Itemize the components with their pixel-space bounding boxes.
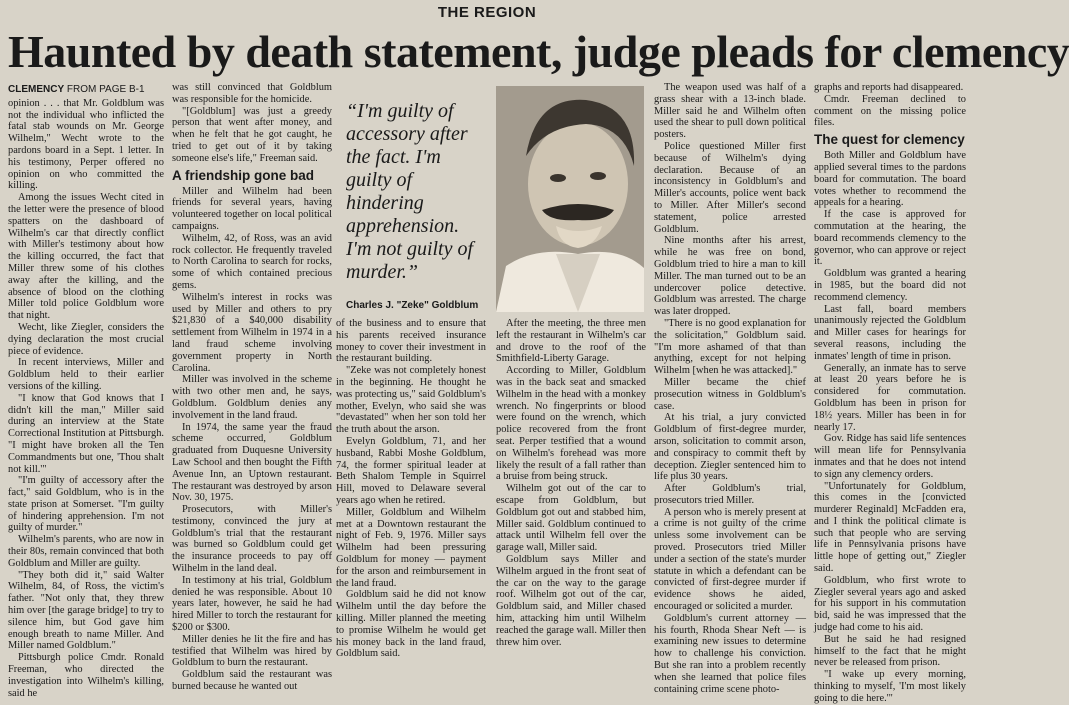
jump-label: CLEMENCY [8,84,65,95]
paragraph: In 1974, the same year the fraud scheme occurred, Goldblum graduated from Duquesne University Law School and then bought the Fifth Avenue Inn, an Uptown restaurant. The restaurant was destroyed by arson Nov. 30, 1975. [172,421,332,504]
headline: Haunted by death statement, judge pleads for clemency [8,26,1069,77]
paragraph: Gov. Ridge has said life sentences will mean life for Pennsylvania inmates and that he does not intend to sign any clemency orders. [814,433,966,480]
subhead-quest: The quest for clemency [814,132,965,148]
column-2-body [172,186,332,693]
paragraph: But he said he had resigned himself to the fact that he might never be released from prison. [814,633,966,669]
paragraph: Among the issues Wecht cited in the letter were the presence of blood spatters on the dashboard of Wilhelm's car that directly conflict with Miller's testimony about how the killing occurred, the fact that Miller threw some of his clothes away after the killing, and the absence of blood on the clothing Miller told police Goldblum wore that night. [8,192,164,322]
column-2-top [172,82,332,165]
paragraph: Police questioned Miller first because of Wilhelm's dying declaration. Because of an inconsistency in Goldblum's and Miller's accounts, police went back to Miller. After Miller's second statement, police arrested Goldblum. [654,140,806,235]
column-3 [336,318,486,660]
paragraph: Wilhelm, 42, of Ross, was an avid rock collector. He frequently traveled to North Carolina to search for rocks, some of which contained precious gems. [172,232,332,291]
column-5-body [654,82,806,695]
paragraph: Prosecutors, with Miller's testimony, convinced the jury at Goldblum's trial that the restaurant was burned so Goldblum could get the insurance proceeds to pay off Wilhelm in the land deal. [172,504,332,575]
pull-quote: “I'm guilty of accessory after the fact. I'm guilty of hindering apprehension. I'm not guilty of murder.” [346,100,474,283]
jump-text: FROM PAGE B-1 [64,84,145,95]
paragraph: Goldblum says Miller and Wilhelm argued in the front seat of the car on the way to the garage roof. Wilhelm got out of the car, Goldblum said, and Miller chased him, attacking him until Wilhelm reached the garage wall. Miller then threw him over. [496,553,647,648]
paragraph: According to Miller, Goldblum was in the back seat and smacked Wilhelm in the head with a monkey wrench. No fingerprints or blood were found on the wrench, which police recovered from the front seat. Perper testified that a wound on Wilhelm's forehead was more likely the result of a fall rather than a bruise from being struck. [496,365,646,483]
paragraph: "There is no good explanation for the solicitation," Goldblum said. "I'm more ashamed of that than anything, except for not helping Wilhelm [when he was attacked]." [654,317,806,377]
column-4 [496,318,647,648]
paragraph: graphs and reports had disappeared. [814,82,964,93]
column-2 [172,82,332,693]
pull-quote-credit: Charles J. "Zeke" Goldblum [346,300,479,311]
paragraph: "Zeke was not completely honest in the beginning. He thought he was protecting us," said Goldblum's mother, Evelyn, who said she was "devastated" when her son told her the truth about the arson. [336,365,486,436]
paragraph: "I'm guilty of accessory after the fact," said Goldblum, who is in the state prison at Somerset. "I'm guilty of hindering apprehension. I'm not guilty of murder." [8,475,164,534]
paragraph: Nine months after his arrest, while he was free on bond, Goldblum tried to hire a man to kill Miller. The man turned out to be an undercover police detective. Goldblum was arrested. The charge was later dropped. [654,235,806,318]
paragraph: "[Goldblum] was just a greedy person that went after money, and when he felt that he got caught, he tried to get out of it by taking someone else's life," Freeman said. [172,105,332,164]
section-label: THE REGION [437,4,537,21]
paragraph: was still convinced that Goldblum was responsible for the homicide. [172,82,332,105]
paragraph: "I know that God knows that I didn't kill the man," Miller said during an interview at the State Correctional Institution at Pittsburgh. "I might have broken all the Ten Commandments but one, 'Thou shalt not kill.'" [8,392,164,475]
paragraph: Goldblum, who first wrote to Ziegler several years ago and asked for his support in his commutation bid, said he was impressed that the judge had come to his aid. [814,574,966,634]
paragraph: "I wake up every morning, thinking to myself, 'I'm most likely going to die here.'" [814,669,966,704]
column-3-body [336,318,486,660]
paragraph: Cmdr. Freeman declined to comment on the missing police files. [814,93,966,129]
paragraph: Evelyn Goldblum, 71, and her husband, Rabbi Moshe Goldblum, 74, the former spiritual leader at Beth Shalom Temple in Squirrel Hill, moved to Delaware several years ago when he retired. [336,435,486,506]
paragraph: Miller became the chief prosecution witness in Goldblum's case. [654,376,806,412]
column-1-body [8,98,164,700]
paragraph: Generally, an inmate has to serve at least 20 years before he is considered for commutation. Goldblum has been in prison for 18½ years. Miller has been in for nearly 17. [814,362,966,433]
paragraph: Wilhelm got out of the car to escape from Goldblum, but Goldblum got out and stabbed him, Miller said. Goldblum continued to attack until Wilhelm fell over the garage wall, Miller said. [496,483,646,554]
paragraph: At his trial, a jury convicted Goldblum of first-degree murder, arson, solicitation to commit arson, and conspiracy to commit theft by deception. Ziegler sentenced him to life plus 30 years. [654,412,806,483]
jump-line [8,84,164,96]
paragraph: Wilhelm's parents, who are now in their 80s, remain convinced that both Goldblum and Miller are guilty. [8,534,164,569]
paragraph: A person who is merely present at a crime is not guilty of the crime unless some involvement can be proved. Prosecutors tried Miller under a section of the state's murder statute in which a defendant can be convicted of first-degree murder if evidence shows he aided, encouraged or solicited a murder. [654,506,806,613]
paragraph: Pittsburgh police Cmdr. Ronald Freeman, who directed the investigation into Wilhelm's killing, said he [8,652,164,699]
paragraph: of the business and to ensure that his parents received insurance money to cover their investment in the restaurant building. [336,318,486,365]
column-4-body [496,318,646,648]
paragraph: Miller, Goldblum and Wilhelm met at a Downtown restaurant the night of Feb. 9, 1976. Miller says Wilhelm had been pressuring Goldblum for money — payment for the arson and reimbursement in the land fraud. [336,506,486,589]
paragraph: In testimony at his trial, Goldblum denied he was responsible. About 10 years later, however, he said he had hired Miller to torch the restaurant for $200 or $300. [172,574,332,634]
subhead-friendship: A friendship gone bad [172,167,315,183]
paragraph: If the case is approved for commutation at the hearing, the board recommends clemency to the governor, who can approve or reject it. [814,209,966,268]
paragraph: Goldblum's current attorney — his fourth, Rhoda Shear Neft — is examining new issues to determine how to challenge his conviction. But she ran into a problem recently when she learned that police files containing crime scene photo- [654,612,806,695]
paragraph: Miller denies he lit the fire and has testified that Wilhelm was hired by Goldblum to burn the restaurant. [172,633,332,669]
paragraph: Wecht, like Ziegler, considers the dying declaration the most crucial piece of evidence. [8,321,164,357]
goldblum-photo [496,86,644,312]
paragraph: Miller was involved in the scheme with two other men and, he says, Goldblum. Goldblum denies any involvement in the land fraud. [172,374,332,421]
paragraph: Miller and Wilhelm had been friends for several years, having volunteered together on local political campaigns. [172,185,332,232]
paragraph: Goldblum was granted a hearing in 1985, but the board did not recommend clemency. [814,268,966,303]
column-6 [814,82,966,704]
paragraph: The weapon used was half of a grass shear with a 13-inch blade. Miller said he and Wilhelm often used the shear to pull down political posters. [654,82,806,141]
paragraph: "Unfortunately for Goldblum, this comes in the [convicted murderer Reginald] McFadden era, and I think the political climate is such that people who are serving life in Pennsylvania prisons have little hope of getting out," Ziegler said. [814,480,966,575]
paragraph: After Goldblum's trial, prosecutors tried Miller. [654,483,806,506]
paragraph: After the meeting, the three men left the restaurant in Wilhelm's car and drove to the roof of the Smithfield-Liberty Garage. [496,318,646,365]
column-6-top [814,82,966,129]
column-1 [8,84,164,699]
paragraph: "They both did it," said Walter Wilhelm, 84, of Ross, the victim's father. "Not only that, they threw him over [the garage bridge] to try to silence him, but God gave him enough breath to name Miller. And Miller named Goldblum." [8,569,164,652]
paragraph: opinion . . . that Mr. Goldblum was not the individual who inflicted the fatal stab wounds on Mr. George Wilhelm," Wecht wrote to the pardons board in a Sept. 1 letter. In his testimony, Perper offered no opinion on who committed the killing. [8,97,164,192]
paragraph: Goldblum said he did not know Wilhelm until the day before the killing. Miller planned the meeting to promise Wilhelm he would get his money back in the land fraud, Goldblum said. [336,589,486,660]
column-5 [654,82,806,695]
paragraph: In recent interviews, Miller and Goldblum held to their earlier versions of the killing. [8,357,164,392]
paragraph: Last fall, board members unanimously rejected the Goldblum and Miller cases for hearings for several reasons, including the inmates' length of time in prison. [814,303,966,362]
column-6-body [814,150,966,704]
paragraph: Wilhelm's interest in rocks was used by Miller and others to pry $21,830 of a $40,000 disability settlement from Wilhelm in 1974 in a land fraud scheme involving government property in North Carolina. [172,291,332,374]
paragraph: Both Miller and Goldblum have applied several times to the pardons board for commutation. The board votes whether to recommend the appeals for a hearing. [814,150,966,209]
paragraph: Goldblum said the restaurant was burned because he wanted out [172,669,332,693]
